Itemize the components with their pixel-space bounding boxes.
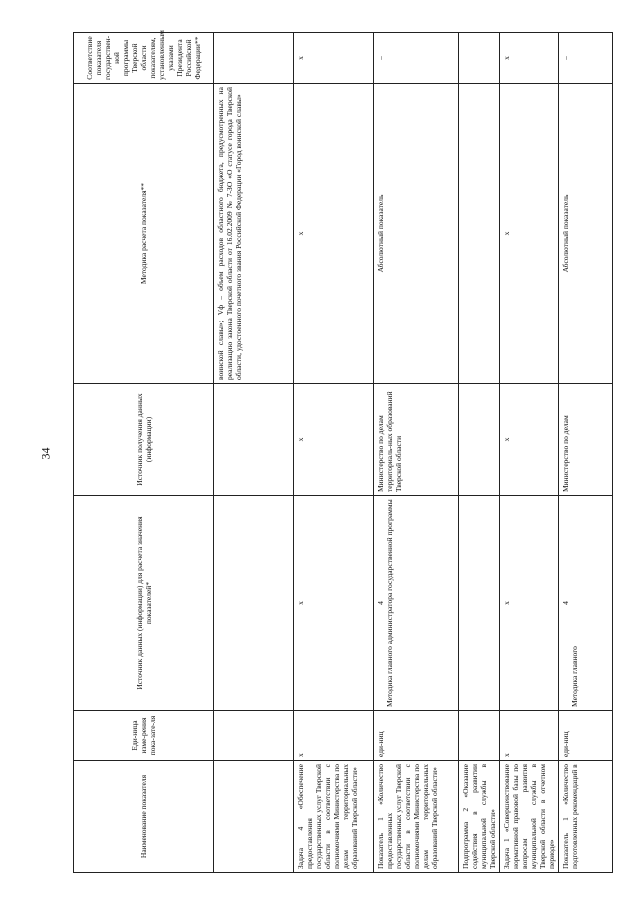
cell-source-text: Методика главного <box>570 646 579 707</box>
header-unit: Еди-ница изме-рения пока-зате-ля <box>74 711 214 761</box>
cell-match <box>459 33 500 84</box>
header-source: Источник данных (информации) для расчета значения показателей* <box>74 496 214 711</box>
rotated-table-container <box>73 30 613 873</box>
cell-source <box>214 496 294 711</box>
table-row <box>559 33 613 873</box>
cell-origin <box>214 384 294 496</box>
header-row <box>74 33 214 873</box>
cell-method: воинской славы»; Vф – объем расходов областного бюджета, предусмотренных на реализацию закона Тверской области от 16.02.2009 № 7-ЗО «О статусе города Тверской области, удостоенного почетного звания Российской Федерации «Город воинской славы» <box>214 84 294 384</box>
header-match: Соответствие показателя государствен-ной программы Тверской области показателям, установленным указами Президента Российской Федерации** <box>74 33 214 84</box>
table-row <box>214 33 294 873</box>
cell-origin <box>459 384 500 496</box>
cell-method <box>459 84 500 384</box>
cell-origin: Министерство по делам территориаль-ных образований Тверской области <box>374 384 459 496</box>
cell-name: Подпрограмма 2 «Оказание содействия в развитии муниципальной службы в Тверской области» <box>459 761 500 873</box>
page-number: 34 <box>38 447 53 460</box>
table-row <box>459 33 500 873</box>
indicator-table <box>73 32 613 873</box>
cell-source <box>459 496 500 711</box>
cell-match <box>214 33 294 84</box>
cell-source: х <box>500 496 559 711</box>
table-row <box>374 33 459 873</box>
cell-method: х <box>294 84 374 384</box>
cell-name: Показатель 1 «Количество подготовленных рекомендаций в <box>559 761 613 873</box>
header-name: Наименование показателя <box>74 761 214 873</box>
cell-source: х <box>294 496 374 711</box>
cell-name <box>214 761 294 873</box>
header-method: Методика расчета показателя** <box>74 84 214 384</box>
cell-match: х <box>500 33 559 84</box>
cell-unit: х <box>500 711 559 761</box>
cell-source <box>559 496 613 711</box>
header-origin: Источник получения данных (информации) <box>74 384 214 496</box>
cell-source <box>374 496 459 711</box>
cell-match: х <box>294 33 374 84</box>
table-row <box>500 33 559 873</box>
cell-origin: х <box>500 384 559 496</box>
cell-origin: х <box>294 384 374 496</box>
cell-origin: Министерство по делам <box>559 384 613 496</box>
cell-source-text: Методика главного администратора государственной программы <box>385 499 394 707</box>
cell-name: Задача 4 «Обеспечение предоставления государственных услуг Тверской области в соответствии с полномочиями Министерства по делам территориальных образований Тверской области» <box>294 761 374 873</box>
cell-match: – <box>374 33 459 84</box>
table-row <box>294 33 374 873</box>
cell-method: Абсолютный показатель <box>374 84 459 384</box>
cell-unit: х <box>294 711 374 761</box>
cell-source-number: 4 <box>376 601 385 605</box>
cell-source-number: 4 <box>561 601 570 605</box>
cell-method: Абсолютный показатель <box>559 84 613 384</box>
cell-match: – <box>559 33 613 84</box>
cell-unit <box>459 711 500 761</box>
cell-unit: еди-ниц <box>374 711 459 761</box>
cell-name: Задача 1 «Совершенствование нормативной правовой базы по вопросам развития муниципальной службы в Тверской области в отчетном периоде» <box>500 761 559 873</box>
cell-unit: еди-ниц <box>559 711 613 761</box>
cell-unit <box>214 711 294 761</box>
cell-name: Показатель 1 «Количество предоставленных государственных услуг Тверской области в соответствии с полномочиями Министерства по делам территориальных образований Тверской области» <box>374 761 459 873</box>
cell-method: х <box>500 84 559 384</box>
